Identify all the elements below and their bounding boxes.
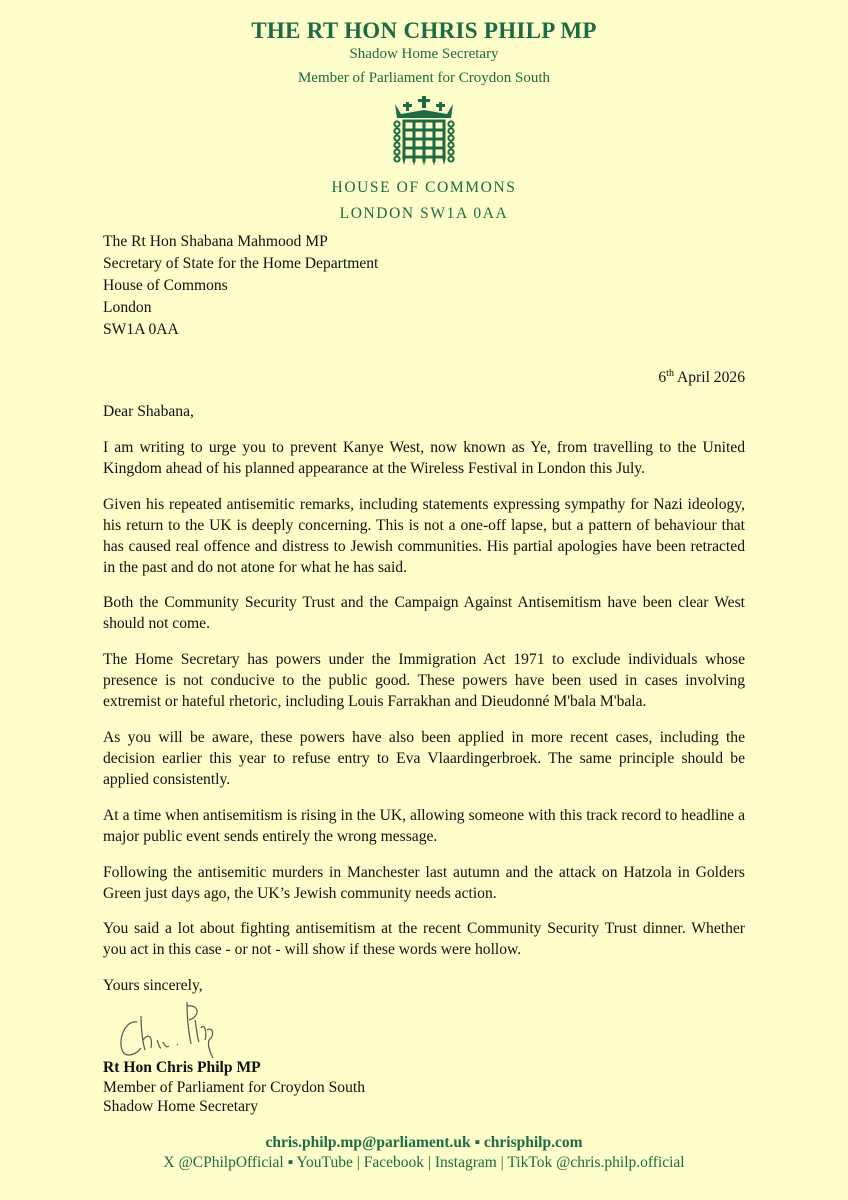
signoff-line: Member of Parliament for Croydon South [103,1078,366,1096]
paragraph: Following the antisemitic murders in Manchester last autumn and the attack on Hatzola in Golders Green just days ago, the UK’s Jewish community needs action. [103,863,745,902]
paragraph: At a time when antisemitism is rising in the UK, allowing someone with this track record to headline a major public event sends entirely the wrong message. [103,806,745,845]
letterhead-role: Shadow Home Secretary [349,46,499,62]
date-rest: April 2026 [673,369,745,387]
paragraph: Both the Community Security Trust and the Campaign Against Antisemitism have been clear West should not come. [103,594,745,633]
date-day: 6 [658,369,667,387]
paragraph: Given his repeated antisemitic remarks, including statements expressing sympathy for Nazi ideology, his return to the UK is deeply concerning. This is not a one-off lapse, but a pattern of behaviour that has caused real offence and distress to Jewish communities. His partial apologies have been retracted in the past and do not atone for what he has said. [103,495,745,576]
letter-body [103,401,745,1011]
portcullis-icon [0,96,848,173]
recipient-line: London [103,299,152,316]
letterhead-house: HOUSE OF COMMONS [331,179,517,196]
letterhead-address: LONDON SW1A 0AA [339,205,509,222]
footer-social: X @CPhilpOfficial ▪ YouTube | Facebook | Instagram | TikTok @chris.philp.official [163,1153,685,1171]
recipient-line: SW1A 0AA [103,321,179,338]
paragraph: As you will be aware, these powers have also been applied in more recent cases, including the decision earlier this year to refuse entry to Eva Vlaardingerbroek. The same principle should be applied consistently. [103,728,745,788]
salutation: Dear Shabana, [103,403,194,420]
handwritten-signature [115,1000,225,1065]
recipient-line: The Rt Hon Shabana Mahmood MP [103,233,328,250]
recipient-line: Secretary of State for the Home Department [103,255,379,272]
paragraph: I am writing to urge you to prevent Kanye West, now known as Ye, from travelling to the United Kingdom ahead of his planned appearance at the Wireless Festival in London this July. [103,438,745,477]
letterhead-name: THE RT HON CHRIS PHILP MP [251,18,597,43]
signoff-line: Shadow Home Secretary [103,1098,259,1115]
footer [0,1133,848,1172]
paragraph: You said a lot about fighting antisemitism at the recent Community Security Trust dinner. Whether you act in this case - or not - will show if these words were hollow. [103,920,745,959]
signoff [103,1058,365,1117]
signoff-name: Rt Hon Chris Philp MP [103,1059,261,1076]
closing: Yours sincerely, [103,977,203,995]
recipient-address [103,231,378,341]
date-suffix: th [666,368,674,379]
letterhead-constituency: Member of Parliament for Croydon South [297,70,551,86]
footer-contact: chris.philp.mp@parliament.uk ▪ chrisphilp.com [265,1134,583,1151]
recipient-line: House of Commons [103,277,228,294]
letter-date [658,368,745,387]
paragraph: The Home Secretary has powers under the Immigration Act 1971 to exclude individuals whose presence is not conducive to the public good. These powers have been used in cases involving extremist or hateful rhetoric, including Louis Farrakhan and Dieudonné M'bala M'bala. [103,651,745,711]
